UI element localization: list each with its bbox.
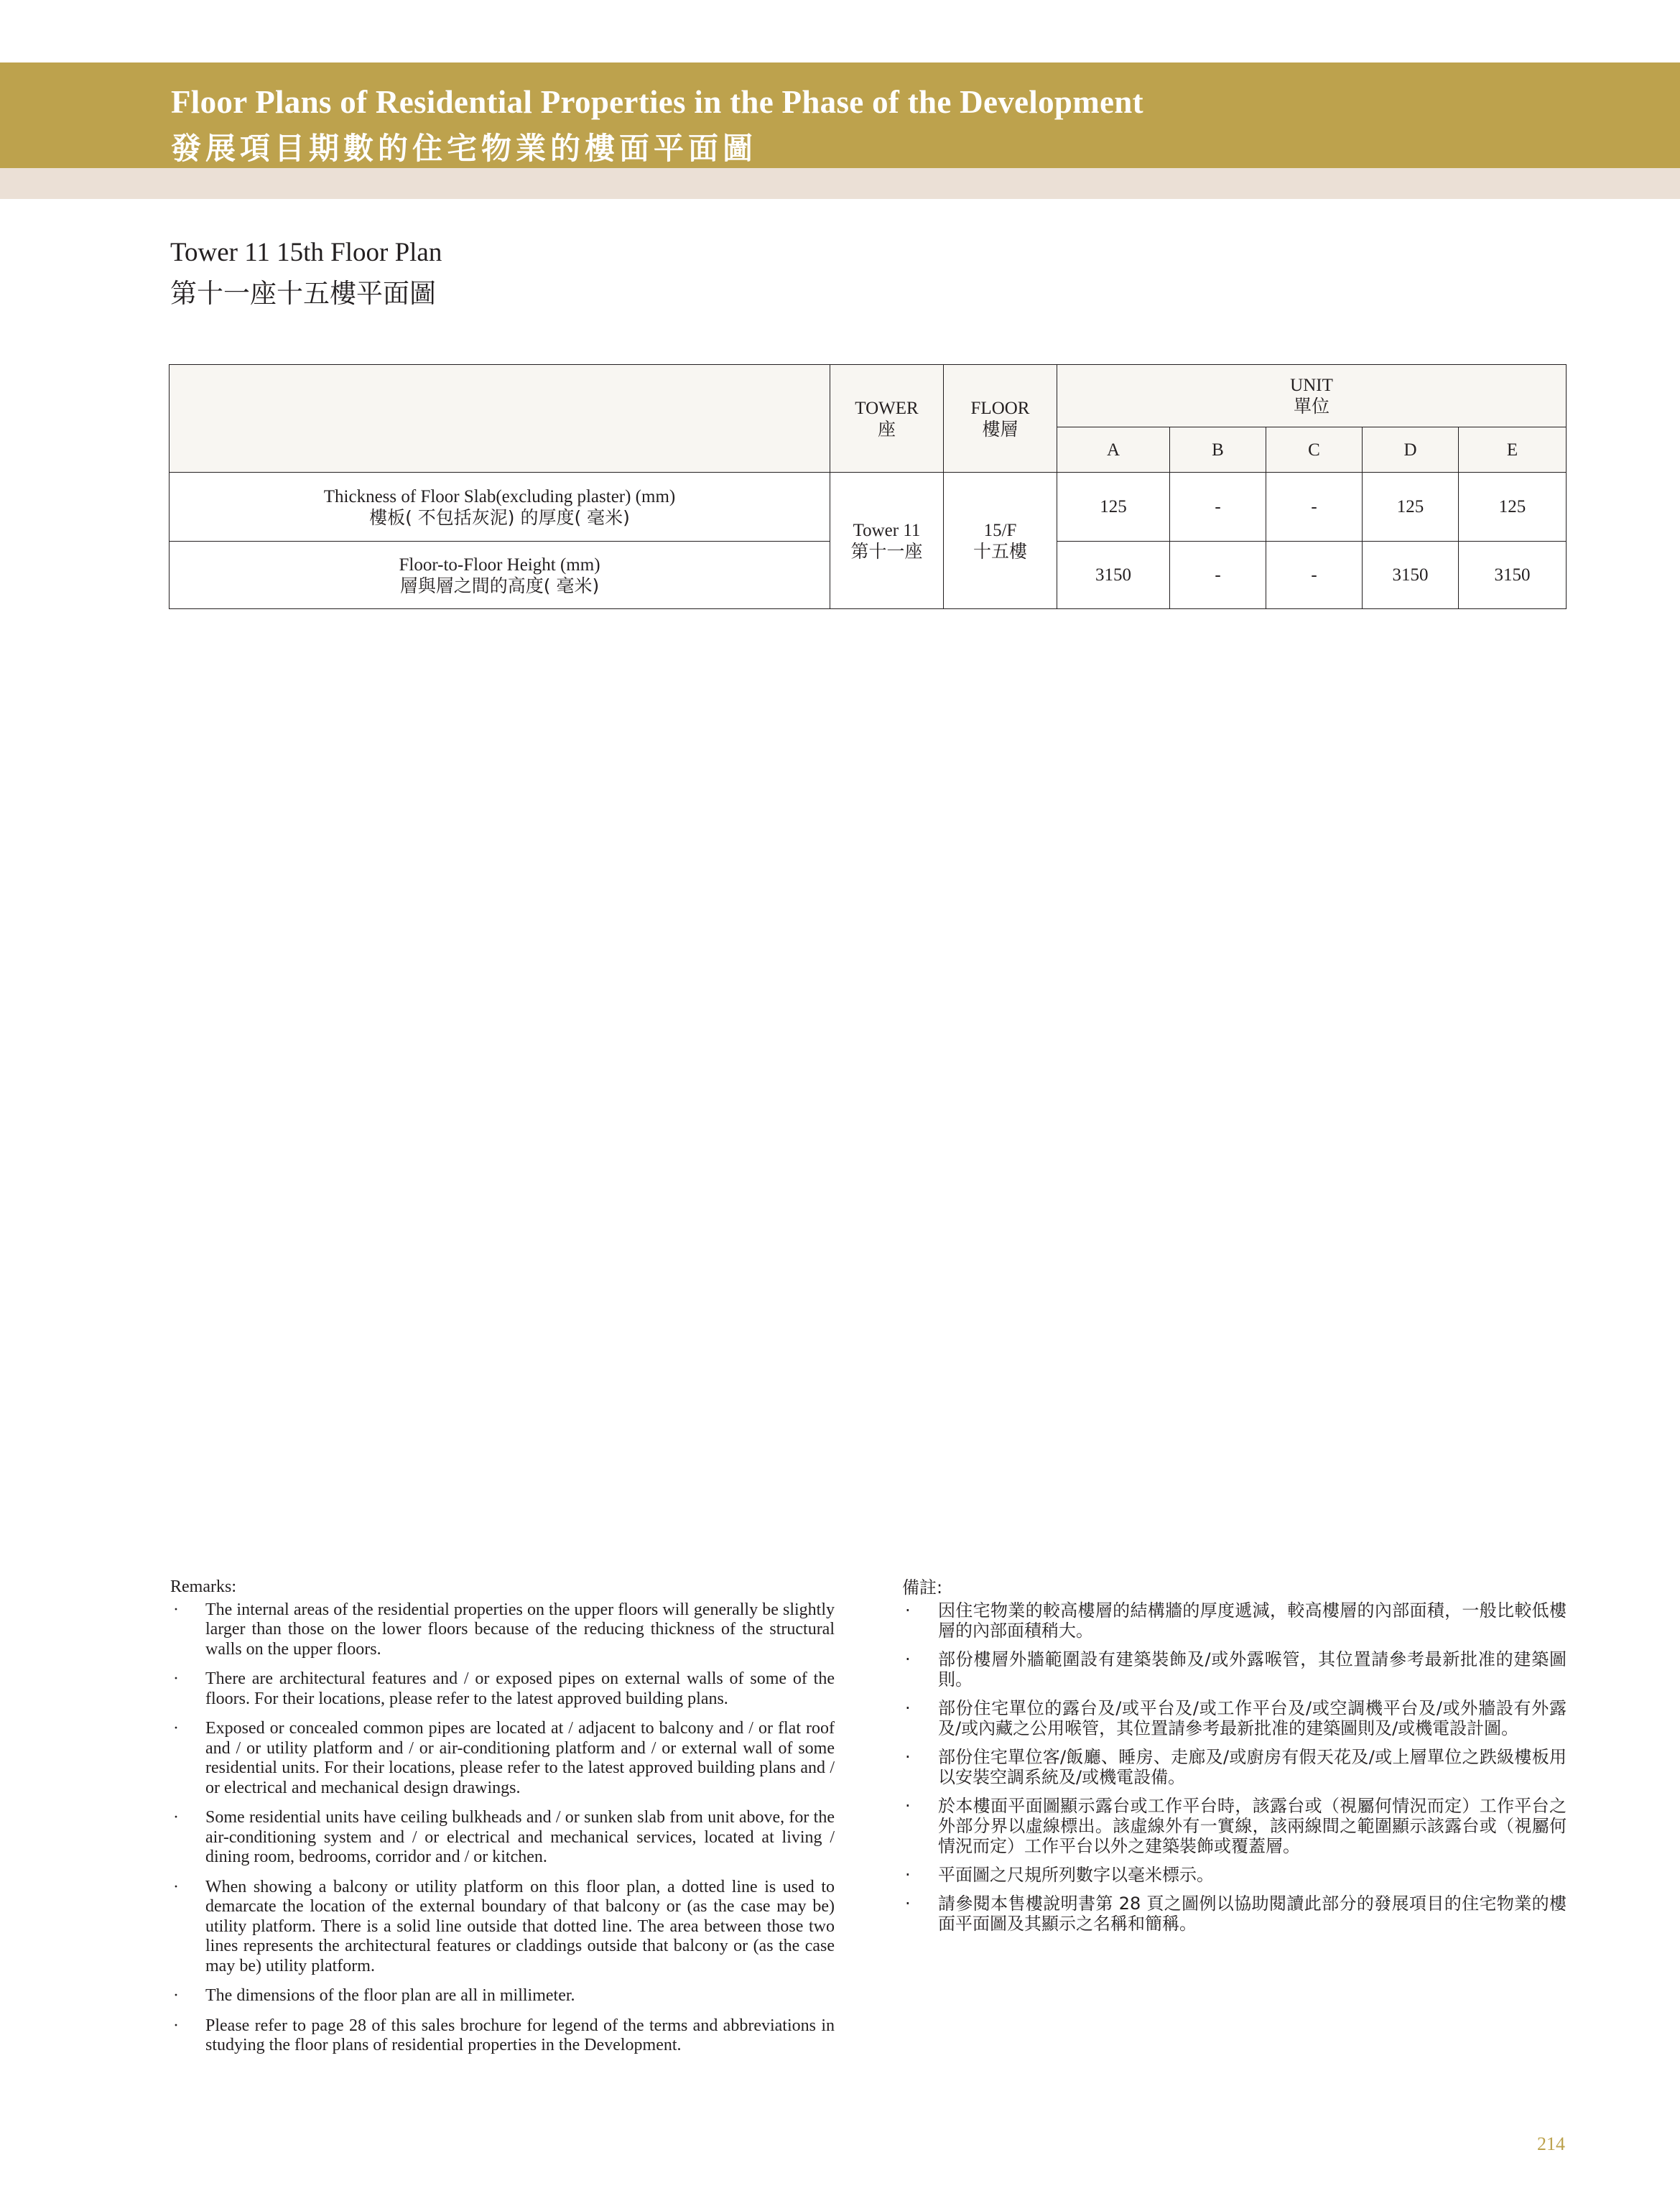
list-item — [170, 2016, 835, 2056]
remarks-zh — [902, 1577, 1567, 1942]
table-cell: 3150 — [1459, 542, 1567, 609]
row-label — [170, 473, 830, 542]
remarks-list-zh — [902, 1600, 1567, 1934]
unit-header — [1057, 365, 1567, 427]
remark-text: The internal areas of the residential properties on the upper floors will generally be slightly larger than those on the lower floors because of the reducing thickness of the structural walls on the upper floors. — [205, 1600, 835, 1659]
bullet-icon: · — [173, 1669, 179, 1688]
row-label-en: Thickness of Floor Slab(excluding plaster) (mm) — [323, 486, 676, 506]
banner-title-zh: 發展項目期數的住宅物業的樓面平面圖 — [171, 131, 758, 166]
table-cell: - — [1266, 542, 1363, 609]
header-banner-stripe — [0, 168, 1680, 199]
remarks-heading-en: Remarks: — [170, 1577, 236, 1596]
bullet-icon: · — [905, 1796, 911, 1816]
remarks-heading-zh: 備註: — [902, 1577, 943, 1598]
unit-letter: B — [1170, 427, 1266, 473]
remark-text: Some residential units have ceiling bulkheads and / or sunken slab from unit above, for the air-conditioning system and / or electrical and mechanical services, located at living / dining room, bedrooms, corridor and / or kitchen. — [205, 1808, 835, 1866]
table-header-blank — [170, 365, 830, 473]
unit-letter: A — [1057, 427, 1170, 473]
table-cell: - — [1170, 542, 1266, 609]
unit-header-zh: 單位 — [1294, 396, 1330, 417]
tower-value-en: Tower 11 — [853, 520, 921, 540]
remark-text: 平面圖之尺規所列數字以毫米標示。 — [938, 1865, 1214, 1885]
tower-value — [830, 473, 944, 609]
remark-text: 於本樓面平面圖顯示露台或工作平台時，該露台或（視屬何情況而定）工作平台之外部分界以虛線標出。該虛線外有一實線，該兩線間之範圍顯示該露台或（視屬何情況而定）工作平台以外之建築裝飾或覆蓋層。 — [938, 1796, 1567, 1856]
list-item — [902, 1865, 1567, 1885]
bullet-icon: · — [173, 1719, 179, 1738]
list-item — [902, 1698, 1567, 1738]
remark-text: 部份樓層外牆範圍設有建築裝飾及/或外露喉管，其位置請參考最新批准的建築圖則。 — [938, 1649, 1567, 1690]
floor-header-en: FLOOR — [970, 398, 1030, 418]
plan-title-en: Tower 11 15th Floor Plan — [170, 238, 442, 267]
row-label-zh: 層與層之間的高度( 毫米) — [399, 575, 600, 596]
bullet-icon: · — [905, 1894, 911, 1914]
bullet-icon: · — [905, 1698, 911, 1718]
bullet-icon: · — [173, 2016, 179, 2035]
remark-text: Exposed or concealed common pipes are located at / adjacent to balcony and / or flat roof and / or utility platform and / or air-conditioning platform and / or external wall of some residential units. For their locations, please refer to the latest approved building plans and / or electrical and mechanical design drawings. — [205, 1719, 835, 1797]
remark-text: When showing a balcony or utility platform on this floor plan, a dotted line is used to demarcate the location of the external boundary of that balcony or (as the case may be) utility platform. There is a solid line outside that dotted line. The area between those two lines represents the architectural features or claddings outside that balcony or (as the case may be) utility platform. — [205, 1877, 835, 1975]
bullet-icon: · — [905, 1649, 911, 1669]
list-item — [902, 1649, 1567, 1690]
plan-title-zh: 第十一座十五樓平面圖 — [170, 278, 436, 309]
list-item — [170, 1808, 835, 1868]
floor-header — [944, 365, 1057, 473]
table-row — [170, 473, 1567, 542]
list-item — [170, 1986, 835, 2006]
tower-header — [830, 365, 944, 473]
list-item — [170, 1878, 835, 1977]
bullet-icon: · — [173, 1986, 179, 2005]
list-item — [902, 1894, 1567, 1934]
tower-value-zh: 第十一座 — [850, 540, 923, 562]
table-cell: 125 — [1459, 473, 1567, 542]
banner-title-en: Floor Plans of Residential Properties in the Phase of the Development — [171, 84, 1143, 120]
table-cell: 125 — [1057, 473, 1170, 542]
row-label-en: Floor-to-Floor Height (mm) — [399, 555, 600, 575]
bullet-icon: · — [173, 1808, 179, 1827]
list-item — [902, 1796, 1567, 1856]
remark-text: 請參閱本售樓說明書第 28 頁之圖例以協助閱讀此部分的發展項目的住宅物業的樓面平面圖及其顯示之名稱和簡稱。 — [938, 1894, 1567, 1934]
bullet-icon: · — [173, 1877, 179, 1896]
page-number: 214 — [1537, 2133, 1565, 2154]
remark-text: 因住宅物業的較高樓層的結構牆的厚度遞減，較高樓層的內部面積，一般比較低樓層的內部面積稍大。 — [938, 1600, 1567, 1641]
row-label-zh: 樓板( 不包括灰泥) 的厚度( 毫米) — [369, 506, 630, 528]
remarks-list-en — [170, 1600, 835, 2056]
remark-text: 部份住宅單位客/飯廳、睡房、走廊及/或廚房有假天花及/或上層單位之跌級樓板用以安裝空調系統及/或機電設備。 — [938, 1747, 1567, 1787]
floor-spec-table — [169, 364, 1567, 609]
list-item — [902, 1747, 1567, 1787]
remark-text: Please refer to page 28 of this sales brochure for legend of the terms and abbreviations in studying the floor plans of residential properties in the Development. — [205, 2016, 835, 2054]
remark-text: The dimensions of the floor plan are all in millimeter. — [205, 1986, 575, 2005]
unit-header-en: UNIT — [1290, 376, 1333, 395]
floor-value-zh: 十五樓 — [973, 540, 1027, 562]
table-cell: 125 — [1363, 473, 1459, 542]
unit-letter: E — [1459, 427, 1567, 473]
table-cell: - — [1170, 473, 1266, 542]
remarks-en — [170, 1577, 835, 2066]
bullet-icon: · — [173, 1600, 179, 1619]
table-cell: 3150 — [1363, 542, 1459, 609]
floor-value — [944, 473, 1057, 609]
unit-letter: C — [1266, 427, 1363, 473]
table-cell: 3150 — [1057, 542, 1170, 609]
unit-letter: D — [1363, 427, 1459, 473]
table-header-row — [170, 365, 1567, 427]
list-item — [170, 1719, 835, 1798]
tower-header-en: TOWER — [855, 398, 919, 418]
list-item — [170, 1669, 835, 1709]
row-label — [170, 542, 830, 609]
table-cell: - — [1266, 473, 1363, 542]
floor-value-en: 15/F — [983, 520, 1017, 540]
bullet-icon: · — [905, 1747, 911, 1767]
tower-header-zh: 座 — [877, 418, 896, 440]
bullet-icon: · — [905, 1600, 911, 1621]
floor-header-zh: 樓層 — [982, 418, 1018, 440]
list-item — [170, 1600, 835, 1660]
list-item — [902, 1600, 1567, 1641]
remark-text: There are architectural features and / or exposed pipes on external walls of some of the floors. For their locations, please refer to the latest approved building plans. — [205, 1669, 835, 1708]
bullet-icon: · — [905, 1865, 911, 1885]
remark-text: 部份住宅單位的露台及/或平台及/或工作平台及/或空調機平台及/或外牆設有外露及/或內藏之公用喉管，其位置請參考最新批准的建築圖則及/或機電設計圖。 — [938, 1698, 1567, 1738]
